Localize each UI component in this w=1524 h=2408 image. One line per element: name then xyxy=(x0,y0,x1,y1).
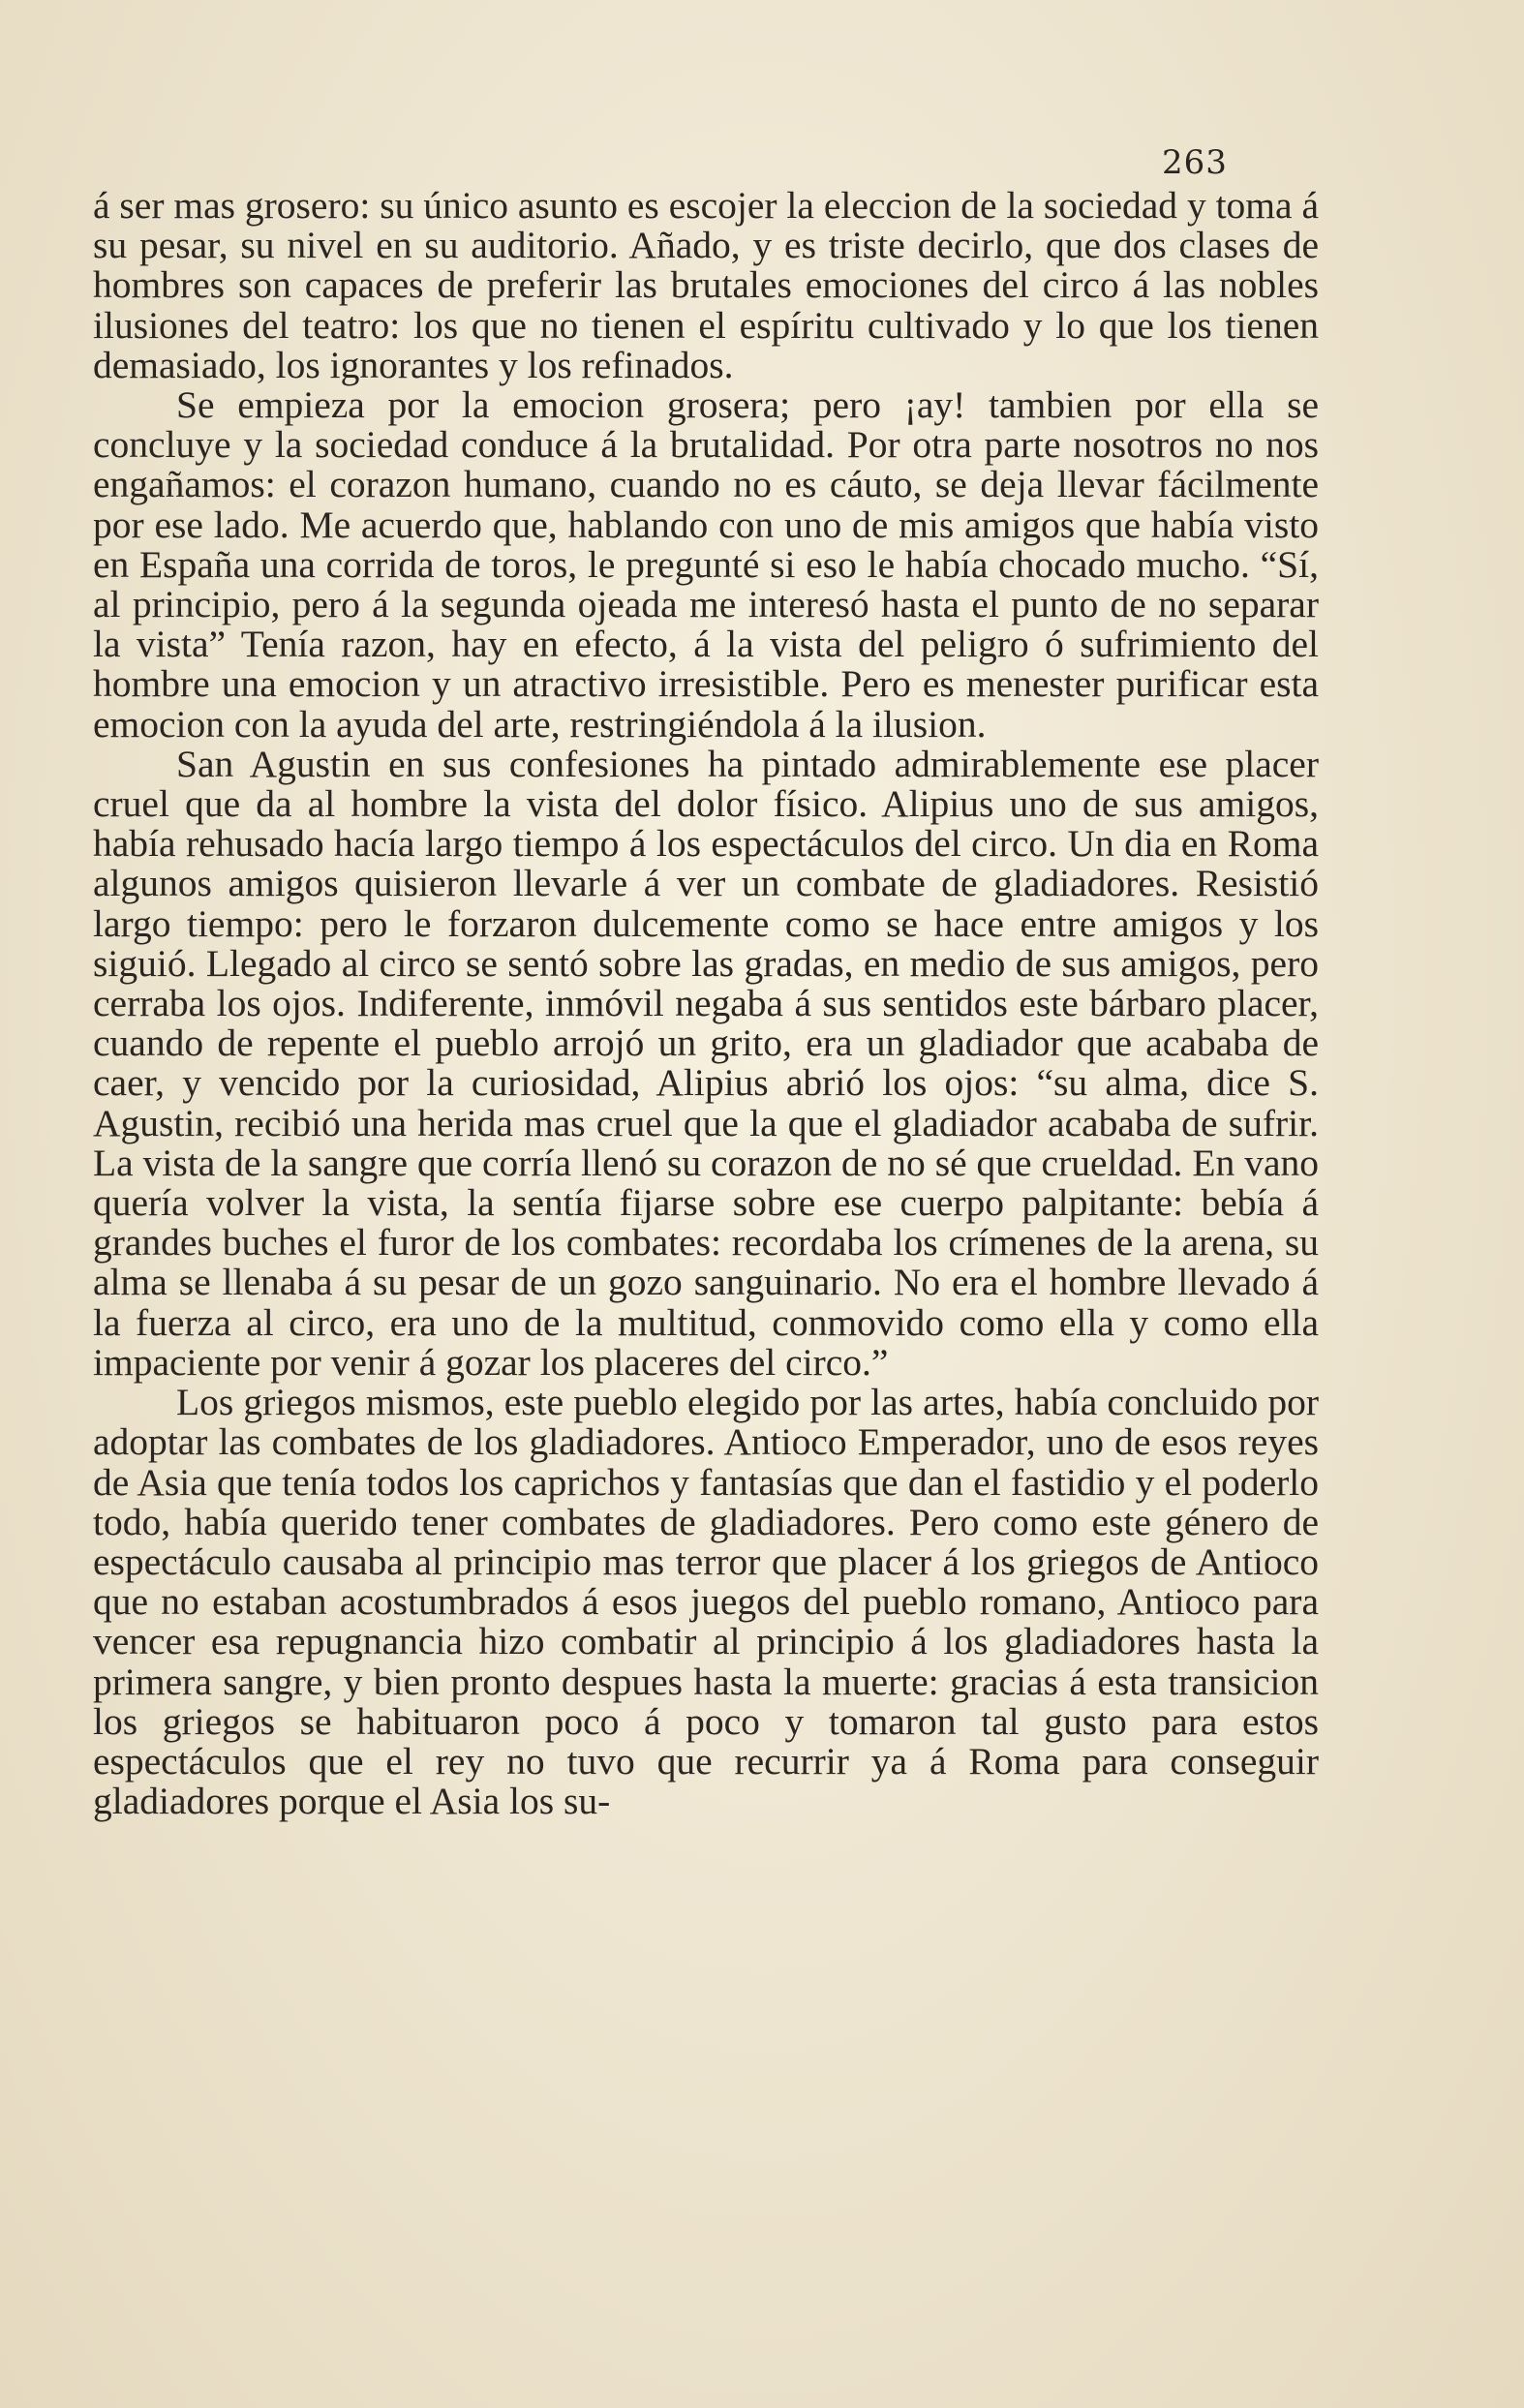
page-number: 263 xyxy=(1162,143,1228,182)
body-text xyxy=(93,186,1319,1821)
paragraph-3: San Agustin en sus confesiones ha pintado admirablemente ese placer cruel que da al hombre la vista del dolor físico. Alipius uno de sus amigos, había rehusado hacía largo tiempo á los espectáculos del circo. Un dia en Roma algunos amigos quisieron llevarle á ver un combate de gladiadores. Resistió largo tiempo: pero le forzaron dulcemente como se hace entre amigos y los siguió. Llegado al circo se sentó sobre las gradas, en medio de sus amigos, pero cerraba los ojos. Indiferente, inmóvil negaba á sus sentidos este bárbaro placer, cuando de repente el pueblo arrojó un grito, era un gladiador que acababa de caer, y vencido por la curiosidad, Alipius abrió los ojos: “su alma, dice S. Agustin, recibió una herida mas cruel que la que el gladiador acababa de sufrir. La vista de la sangre que corría llenó su corazon de no sé que crueldad. En vano quería volver la vista, la sentía fijarse sobre ese cuerpo palpitante: bebía á grandes buches el furor de los combates: recordaba los crímenes de la arena, su alma se llenaba á su pesar de un gozo sanguinario. No era el hombre llevado á la fuerza al circo, era uno de la multitud, conmovido como ella y como ella impaciente por venir á gozar los placeres del circo.” xyxy=(93,742,1319,1384)
paragraph-2: Se empieza por la emocion grosera; pero ¡ay! tambien por ella se concluye y la sociedad conduce á la brutalidad. Por otra parte nosotros no nos engañamos: el corazon humano, cuando no es cáuto, se deja llevar fácilmente por ese lado. Me acuerdo que, hablando con uno de mis amigos que había visto en España una corrida de toros, le pregunté si eso le había chocado mucho. “Sí, al principio, pero á la segunda ojeada me interesó hasta el punto de no separar la vista” Tenía razon, hay en efecto, á la vista del peligro ó sufrimiento del hombre una emocion y un atractivo irresistible. Pero es menester purificar esta emocion con la ayuda del arte, restringiéndola á la ilusion. xyxy=(93,383,1319,746)
paragraph-4: Los griegos mismos, este pueblo elegido por las artes, había concluido por adoptar las combates de los gladiadores. Antioco Emperador, uno de esos reyes de Asia que tenía todos los caprichos y fantasías que dan el fastidio y el poderlo todo, había querido tener combates de gladiadores. Pero como este género de espectáculo causaba al principio mas terror que placer á los griegos de Antioco que no estaban acostumbrados á esos juegos del pueblo romano, Antioco para vencer esa repugnancia hizo combatir al principio á los gladiadores hasta la primera sangre, y bien pronto despues hasta la muerte: gracias á esta transicion los griegos se habituaron poco á poco y tomaron tal gusto para estos espectáculos que el rey no tuvo que recurrir ya á Roma para conseguir gladiadores porque el Asia los su- xyxy=(93,1381,1319,1823)
paragraph-1: á ser mas grosero: su único asunto es escojer la eleccion de la sociedad y toma á su pesar, su nivel en su auditorio. Añado, y es triste decirlo, que dos clases de hombres son capaces de preferir las brutales emociones del circo á las nobles ilusiones del teatro: los que no tienen el espíritu cultivado y lo que los tienen demasiado, los ignorantes y los refinados. xyxy=(93,184,1319,386)
